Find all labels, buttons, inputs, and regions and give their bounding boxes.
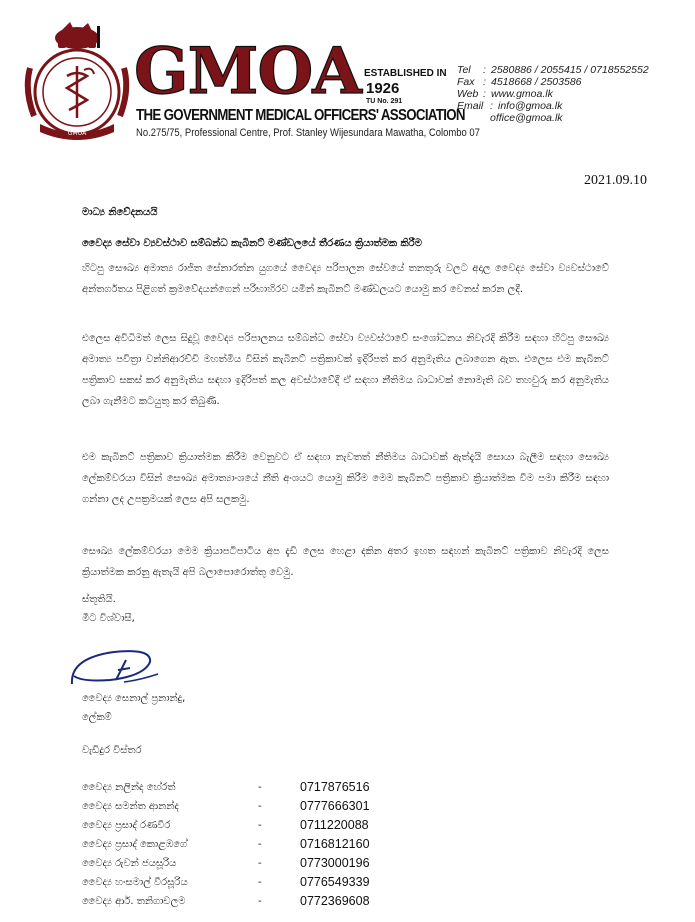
logo-motto-text: GMOA [67, 130, 87, 137]
paragraph-4: සෞඛ්‍ය ලේකම්වරයා මෙම ක්‍රියාපටිපාටිය අප දැඩි ලෙස හෙළා දකින අතර ඉහත සඳහන් කැබිනට් පත්‍රිකාව නිවැරදි ලෙස ක්‍රියාත්මක කරනු ඇතැයි අපි බලාපොරොත්තු වෙමු. [82, 546, 609, 578]
web-row [457, 88, 649, 100]
signatory-title: ලේකම් [82, 712, 112, 723]
contact-dash: - [258, 839, 262, 850]
salutation: මාධ්‍ය නිවේදනයයි [82, 207, 158, 218]
association-name: THE GOVERNMENT MEDICAL OFFICERS' ASSOCIATION [136, 107, 465, 124]
email-row-2 [457, 112, 649, 124]
contact-phone[interactable]: 0716812160 [300, 837, 370, 851]
contact-name: වෛද්‍ය රුවන් ජයසූරිය [82, 858, 177, 869]
tel-value: 2580886 / 2055415 / 0718552552 [491, 64, 649, 76]
web-label: Web [457, 88, 479, 100]
contact-dash: - [258, 877, 262, 888]
contact-dash: - [258, 820, 262, 831]
contact-dash: - [258, 858, 262, 869]
tel-label: Tel [457, 64, 471, 76]
contact-phone[interactable]: 0777666301 [300, 799, 370, 813]
contacts-table [82, 780, 422, 913]
paragraph-1: හිටපු සෞඛ්‍ය අමාත්‍ය රාජිත සේනාරත්න යුගයේ වෛද්‍ය පරිපාලන සේවයේ තනතුරු වලට අදාල වෛද්‍ය සේවා ව්‍යවස්ථාවේ අන්තර්ගතය පිළිගත් ක්‍රමවේදයන්ගෙන් පරිභාහිරව යමින් කැබිනට් මණ්ඩලයට යොමු කර වෙනස් කරන ලදී. [82, 263, 609, 295]
contact-row [82, 799, 422, 818]
paragraph-3: එම කැබිනට් පත්‍රිකාව ක්‍රියාත්මක කිරීම වෙනුවට ඒ සඳහා නැවතත් නීතිමය බාධාවක් ඇත්දැයි සොයා බැලීම සඳහා සෞඛ්‍ය ලේකම්වරයා විසින් සෞඛ්‍ය අමාත්‍යාංශයේ නීති අංශයට යොමු කිරීම මෙම කැබිනට් පත්‍රිකාව ක්‍රියාත්මක වීම පමා කිරීම සඳහා ගන්නා ලද උපක්‍රමයක් ලෙස අපි සලකමු. [82, 452, 609, 505]
email-link-1[interactable]: info@gmoa.lk [498, 100, 563, 112]
web-link[interactable]: www.gmoa.lk [491, 88, 553, 100]
established-year: 1926 [366, 80, 400, 97]
contact-row [82, 894, 422, 913]
contact-phone[interactable]: 0772369608 [300, 894, 370, 908]
closing-line: මීට විශ්වාසී, [82, 613, 135, 624]
contact-row [82, 856, 422, 875]
contact-name: වෛද්‍ය නලින්ද හේරත් [82, 782, 176, 793]
fax-separator: : [483, 76, 486, 88]
letter-subject: වෛද්‍ය සේවා ව්‍යවස්ථාව සම්බන්ධ කැබිනට් මණ්ඩලයේ තීරණය ක්‍රියාත්මක කිරීම [82, 238, 422, 249]
lion-crest-icon [55, 22, 100, 49]
tu-number: TU No. 291 [366, 98, 403, 105]
paragraph-2: එලෙස අවිධිමත් ලෙස සිදුවූ වෛද්‍ය පරිපාලනය සම්බන්ධ සේවා ව්‍යවස්ථාවේ සංශෝධනය නිවැරදි කිරීම සඳහා හිටපු සෞඛ්‍ය අමාත්‍ය පවිත්‍රා වන්නිආරච්චි මහත්මිය විසින් කැබිනට් පත්‍රිකාවක් ඉදිරිපත් කර අනුමැතිය ලබාගෙන ඇත. එලෙස එම කැබිනට් පත්‍රිකාව සකස් කර අනුමැතිය සඳහා ඉදිරිපත් කල අවස්ථාවේදී ඒ සඳහා නීතිමය බාධාවක් නොමැති බව තහවුරු කර අනුමැතිය ලබා ගැනීමට කටයුතු කර තිබුණි. [82, 333, 609, 407]
contact-phone[interactable]: 0711220088 [300, 818, 369, 832]
email-separator: : [490, 100, 493, 112]
contact-phone[interactable]: 0717876516 [300, 780, 370, 794]
contact-name: වෛද්‍ය ආර්. තනිගාචලම [82, 896, 186, 907]
email-row [457, 100, 649, 112]
contact-row [82, 875, 422, 894]
thanks-line: ස්තූතියි. [82, 594, 116, 605]
web-separator: : [483, 88, 486, 100]
fax-value: 4518668 / 2503586 [491, 76, 582, 88]
tel-separator: : [483, 64, 486, 76]
contact-dash: - [258, 782, 262, 793]
tel-row [457, 64, 649, 76]
letterhead-contact-block [457, 64, 649, 124]
association-address: No.275/75, Professional Centre, Prof. Stanley Wijesundara Mawatha, Colombo 07 [136, 127, 480, 139]
contact-name: වෛද්‍ය හංසමාල් වීරසූරිය [82, 877, 188, 888]
details-heading: වැඩිදුර විස්තර [82, 745, 142, 756]
letter-date: 2021.09.10 [584, 173, 647, 188]
contact-dash: - [258, 896, 262, 907]
contact-row [82, 837, 422, 856]
contact-phone[interactable]: 0776549339 [300, 875, 370, 889]
email-label: Email [457, 100, 484, 112]
contact-name: වෛද්‍ය ප්‍රසාද් කොළඹගේ [82, 839, 188, 850]
contact-dash: - [258, 801, 262, 812]
contact-row [82, 780, 422, 799]
contact-row [82, 818, 422, 837]
gmoa-logo [22, 20, 132, 142]
email-link-2[interactable]: office@gmoa.lk [490, 112, 563, 124]
contact-phone[interactable]: 0773000196 [300, 856, 370, 870]
contact-name: වෛද්‍ය සමන්ත ආනන්ද [82, 801, 179, 812]
gmoa-wordmark: GMOA [134, 34, 361, 109]
fax-row [457, 76, 649, 88]
fax-label: Fax [457, 76, 475, 88]
signatory-name: වෛද්‍ය සෙනාල් ප්‍රනාන්දු, [82, 693, 186, 704]
contact-name: වෛද්‍ය ප්‍රසාද් රණවීර [82, 820, 171, 831]
established-label: ESTABLISHED IN [364, 68, 447, 79]
